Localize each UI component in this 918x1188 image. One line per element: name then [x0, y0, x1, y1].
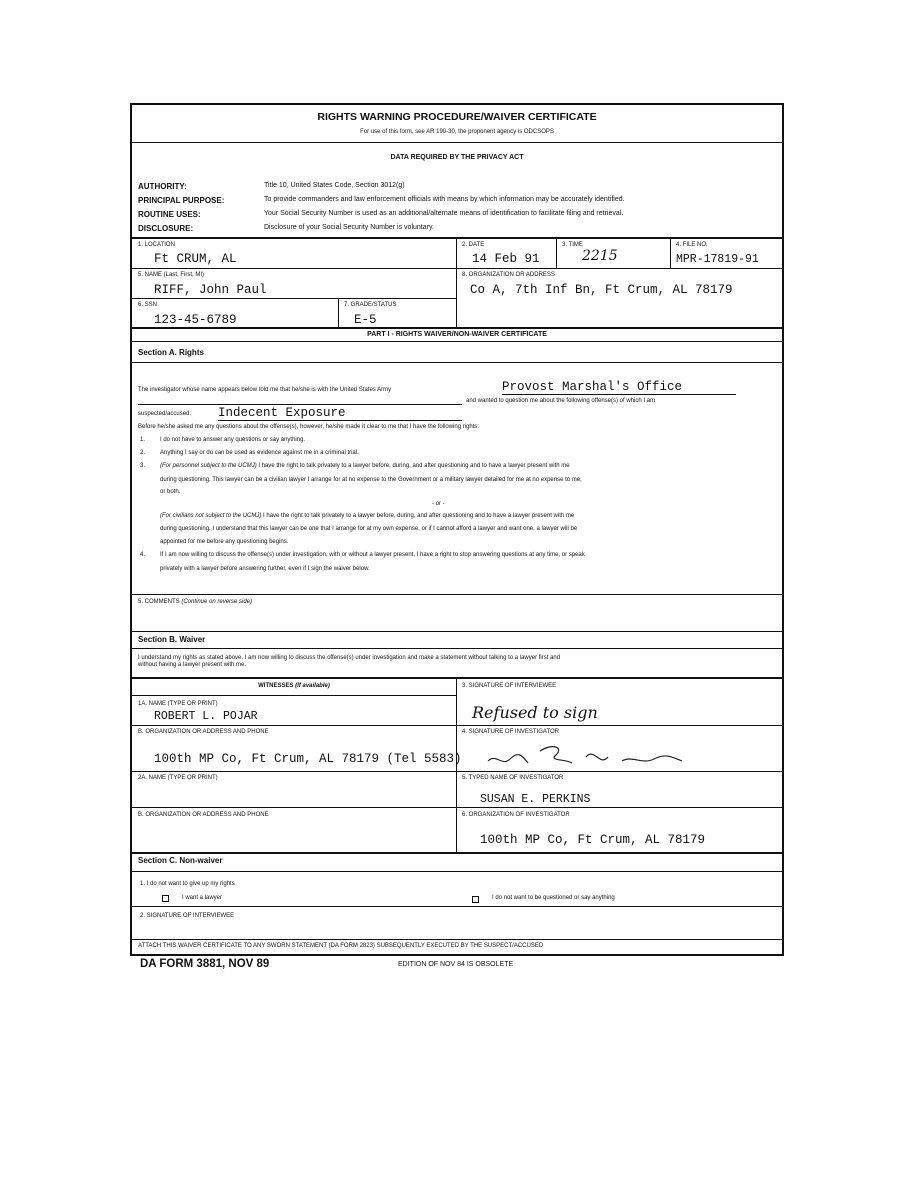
- interviewee-signature-value[interactable]: Refused to sign: [472, 703, 598, 722]
- intro-text: The investigator whose name appears below told me that he/she is with the United States Army: [138, 387, 392, 393]
- part-one-heading: PART I - RIGHTS WAIVER/NON-WAIVER CERTIFICATE: [367, 331, 547, 338]
- form-number: DA FORM 3881, NOV 89: [140, 958, 270, 970]
- before-rights-text: Before he/she asked me any questions about the offense(s), however, he/she made it clear to me that I have the following rights:: [138, 424, 480, 430]
- right-4-line-2: privately with a lawyer before answering further, even if I sign the waiver below.: [160, 566, 370, 572]
- location-label: 1. LOCATION: [138, 242, 175, 248]
- organization-value[interactable]: Co A, 7th Inf Bn, Ft Crum, AL 78179: [470, 283, 733, 297]
- time-label: 3. TIME: [562, 242, 583, 248]
- witness-2-org-label: B. ORGANIZATION OR ADDRESS AND PHONE: [138, 812, 269, 818]
- form-subtitle: For use of this form, see AR 190-30, the proponent agency is ODCSOPS: [360, 129, 554, 135]
- rights-waiver-form: [130, 103, 784, 956]
- comments-note: (Continue on reverse side): [181, 599, 253, 605]
- investigator-org-value[interactable]: 100th MP Co, Ft Crum, AL 78179: [480, 833, 706, 847]
- routine-uses-text: Your Social Security Number is used as an additional/alternate means of identification to facilitate filing and retrieval.: [264, 210, 624, 217]
- authority-label: AUTHORITY:: [138, 182, 187, 191]
- name-label: 5. NAME (Last, First, MI): [138, 272, 205, 278]
- offense-value[interactable]: Indecent Exposure: [218, 406, 462, 421]
- witnesses-label: WITNESSES: [258, 683, 294, 689]
- want-lawyer-checkbox[interactable]: [162, 895, 169, 902]
- right-2-text: Anything I say or do can be used as evidence against me in a criminal trial.: [160, 450, 359, 456]
- civilian-line-2: during questioning. I understand that this lawyer can be one that I arrange for at my own expense, or if I cannot afford a lawyer and want one, a lawyer will be: [160, 526, 578, 532]
- attach-instruction: ATTACH THIS WAIVER CERTIFICATE TO ANY SWORN STATEMENT (DA FORM 2823) SUBSEQUENTLY EXECUTED BY THE SUSPECT/ACCUSED: [138, 943, 544, 949]
- right-4-number: 4.: [140, 552, 146, 558]
- typed-name-label: 5. TYPED NAME OF INVESTIGATOR: [462, 775, 564, 781]
- disclosure-label: DISCLOSURE:: [138, 224, 194, 233]
- waiver-text-2: without having a lawyer present with me.: [138, 662, 247, 668]
- comments-label-text: 5. COMMENTS: [138, 599, 180, 605]
- or-divider: - or -: [432, 501, 445, 507]
- date-value[interactable]: 14 Feb 91: [472, 252, 540, 266]
- routine-uses-label: ROUTINE USES:: [138, 210, 201, 219]
- right-1-text: I do not have to answer any questions or say anything.: [160, 437, 306, 443]
- privacy-act-heading: DATA REQUIRED BY THE PRIVACY ACT: [390, 154, 524, 161]
- intro-text-2: and wanted to question me about the following offense(s) of which I am: [466, 398, 656, 404]
- typed-name-value[interactable]: SUSAN E. PERKINS: [480, 793, 591, 806]
- right-3-line-3: or both.: [160, 489, 181, 495]
- location-value[interactable]: Ft CRUM, AL: [154, 252, 237, 266]
- witness-1-name-value[interactable]: ROBERT L. POJAR: [154, 710, 258, 723]
- form-title: RIGHTS WARNING PROCEDURE/WAIVER CERTIFICATE: [317, 111, 597, 123]
- investigator-signature-scrawl: [482, 737, 692, 771]
- file-no-label: 4. FILE NO.: [676, 242, 708, 248]
- witness-1-org-label: B. ORGANIZATION OR ADDRESS AND PHONE: [138, 729, 269, 735]
- non-waiver-signature-label: 2. SIGNATURE OF INTERVIEWEE: [140, 913, 235, 919]
- civilian-line-3: appointed for me before any questioning begins.: [160, 539, 289, 545]
- want-lawyer-label: I want a lawyer: [182, 895, 223, 901]
- civilian-line-1: [160, 513, 574, 519]
- comments-label: [138, 599, 252, 605]
- witness-2-name-label: 2A. NAME (TYPE OR PRINT): [138, 775, 218, 781]
- no-questions-label: I do not want to be questioned or say anything: [492, 895, 615, 901]
- grade-label: 7. GRADE/STATUS: [344, 302, 397, 308]
- section-a-heading: Section A. Rights: [138, 348, 204, 357]
- ucmj-qualifier: (For personnel subject to the UCMJ): [160, 463, 257, 469]
- agency-value[interactable]: Provost Marshal's Office: [502, 380, 736, 395]
- time-value[interactable]: 2215: [582, 248, 618, 264]
- disclosure-text: Disclosure of your Social Security Number is voluntary.: [264, 224, 434, 231]
- non-waiver-item-1: 1. I do not want to give up my rights: [140, 881, 235, 887]
- section-b-heading: Section B. Waiver: [138, 635, 206, 644]
- file-no-value[interactable]: MPR-17819-91: [676, 253, 759, 266]
- waiver-text-1: I understand my rights as stated above. I am now willing to discuss the offense(s) under investigation and make a statement without talking to a lawyer first and: [138, 655, 561, 661]
- authority-text: Title 10, United States Code, Section 3012(g): [264, 182, 405, 189]
- interviewee-signature-label: 3. SIGNATURE OF INTERVIEWEE: [462, 683, 557, 689]
- witnesses-heading: [132, 683, 456, 689]
- purpose-text: To provide commanders and law enforcement officials with means by which information may be accurately identified.: [264, 196, 625, 203]
- section-c-heading: Section C. Non-waiver: [138, 856, 223, 865]
- right-2-number: 2.: [140, 450, 146, 456]
- suspected-label: suspected/accused:: [138, 411, 192, 417]
- edition-note: EDITION OF NOV 84 IS OBSOLETE: [398, 961, 514, 968]
- witnesses-note: (If available): [295, 683, 330, 689]
- civilian-qualifier: (For civilians not subject to the UCMJ): [160, 513, 262, 519]
- purpose-label: PRINCIPAL PURPOSE:: [138, 196, 225, 205]
- name-value[interactable]: RIFF, John Paul: [154, 283, 267, 297]
- right-3-line-1: [160, 463, 570, 469]
- right-3-line-2: during questioning. This lawyer can be a civilian lawyer I arrange for at no expense to the Government or a military lawyer detailed for me at no expense to me,: [160, 477, 582, 483]
- date-label: 2. DATE: [462, 242, 485, 248]
- right-3-number: 3.: [140, 463, 146, 469]
- witness-1-org-value[interactable]: 100th MP Co, Ft Crum, AL 78179 (Tel 5583): [154, 752, 462, 766]
- right-1-number: 1.: [140, 437, 146, 443]
- witness-1-name-label: 1A. NAME (TYPE OR PRINT): [138, 701, 218, 707]
- no-questions-checkbox[interactable]: [472, 896, 479, 903]
- civilian-line-1-text: I have the right to talk privately to a lawyer before, during, and after questioning and to have a lawyer present with me: [261, 513, 575, 519]
- ssn-value[interactable]: 123-45-6789: [154, 313, 237, 327]
- grade-value[interactable]: E-5: [354, 313, 377, 327]
- right-4-line-1: If I am now willing to discuss the offense(s) under investigation, with or without a lawyer present, I have a right to stop answering questions at any time, or speak: [160, 552, 585, 558]
- ssn-label: 6. SSN: [138, 302, 158, 308]
- investigator-signature-label: 4. SIGNATURE OF INVESTIGATOR: [462, 729, 560, 735]
- right-3-line-1-text: I have the right to talk privately to a lawyer before, during, and after questioning and to have a lawyer present with me: [256, 463, 570, 469]
- investigator-org-label: 6. ORGANIZATION OF INVESTIGATOR: [462, 812, 570, 818]
- organization-label: 8. ORGANIZATION OR ADDRESS: [462, 272, 555, 278]
